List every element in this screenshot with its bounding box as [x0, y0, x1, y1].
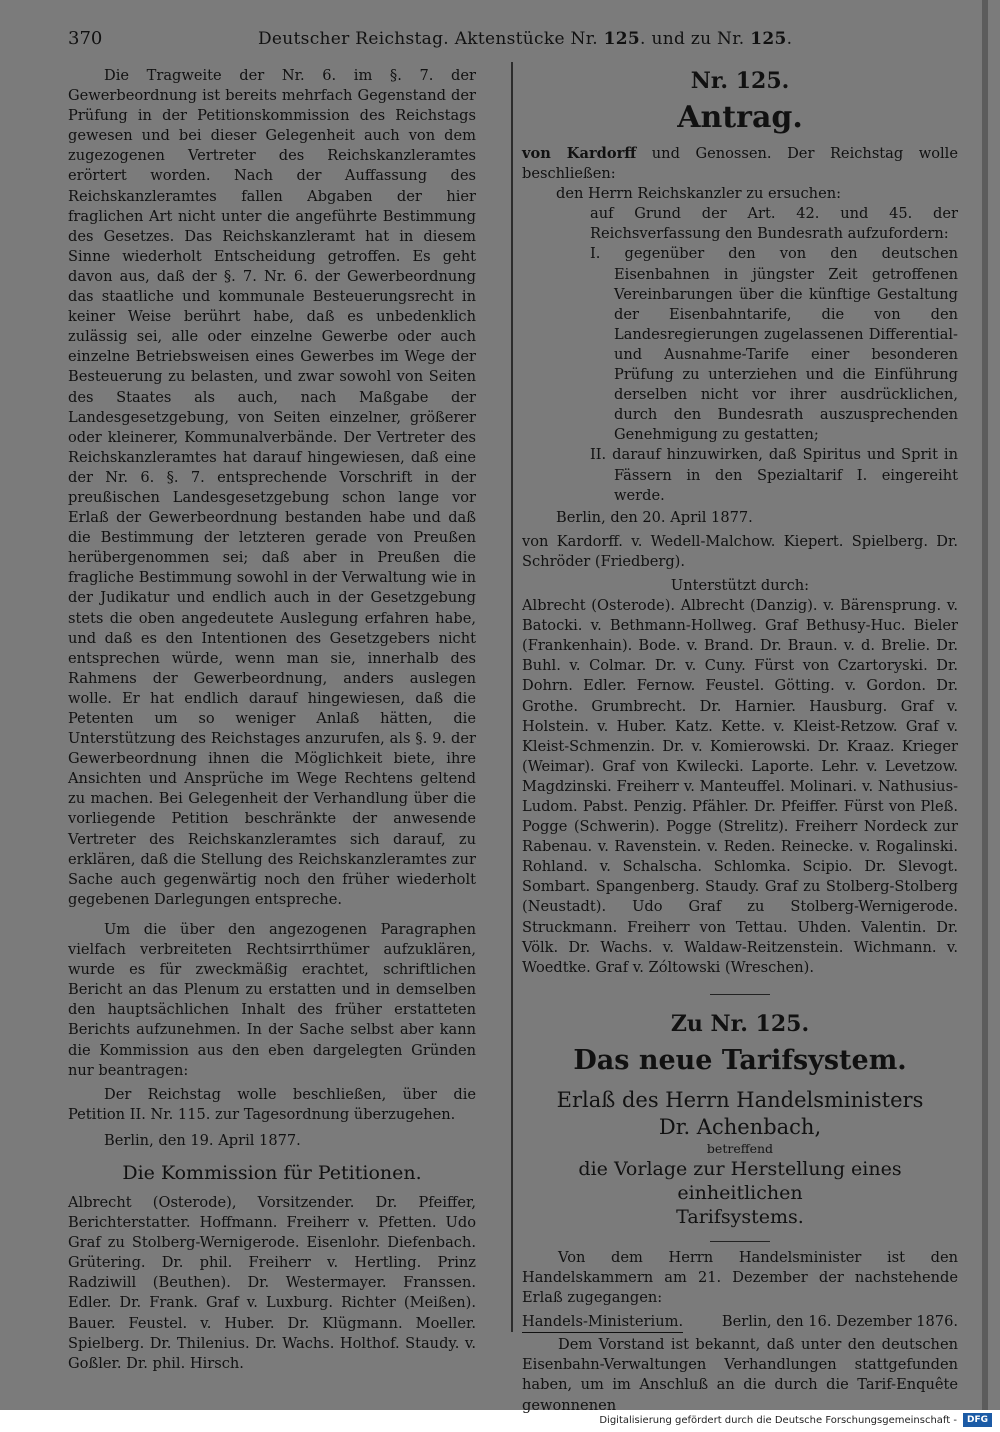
motion-intro — [522, 144, 958, 184]
motion-author: von Kardorff — [522, 145, 637, 162]
dfg-logo: DFG — [963, 1413, 992, 1427]
report-paragraph: Die Tragweite der Nr. 6. im §. 7. der Gewerbeordnung ist bereits mehrfach Gegenstand der Prüfung in der Petitionskommission des Reichstags gewesen und bei dieser Gelegenheit auch von dem zugezogenen Vertreter des Reichskanzleramtes erörtert worden. Nach der Auffassung des Reichskanzleramtes fallen Abgaben der hier fraglichen Art nicht unter die angeführte Bestimmung des Gesetzes. Das Reichskanzleramt hat in diesem Sinne wiederholt Entscheidung getroffen. Es geht davon aus, daß der §. 7. Nr. 6. der Gewerbeordnung das staatliche und kommunale Besteuerungsrecht in keiner Weise berührt habe, daß es unbedenklich zulässig sei, alle oder einzelne Gewerbe oder auch einzelne Betriebsweisen eines Gewerbes im Wege der Besteuerung zu belasten, und zwar sowohl von Seiten des Staates als auch, nach Maßgabe der Landesgesetzgebung, von Seiten einzelner, größerer oder kleinerer, Kommunalverbände. Der Vertreter des Reichskanzleramtes hat darauf hingewiesen, daß eine der Nr. 6. §. 7. entsprechende Vorschrift in der preußischen Landesgesetzgebung schon lange vor Erlaß der Gewerbeordnung bestanden habe und daß die Bestimmung der letzteren gerade von Preußen herübergenommen sei; daß aber in Preußen die fragliche Bestimmung sowohl in der Verwaltung wie in der Judikatur und endlich auch in der Gesetzgebung stets die oben angedeutete Auslegung erfahren habe, und daß es den Intentionen des Gesetzgebers nicht entsprechen würde, wenn man sie, innerhalb des Rahmens der Gewerbeordnung, anders auslegen wolle. Er hat endlich darauf hingewiesen, daß die Petenten um so weniger Anlaß hätten, die Unterstützung des Reichstages anzurufen, als §. 9. der Gewerbeordnung ihnen die Möglichkeit biete, ihre Ansichten und Ansprüche im Wege Rechtens geltend zu machen. Bei Gelegenheit der Verhandlung über die vorliegende Petition beschränkte der anwesende Vertreter des Reichskanzleramtes sich darauf, zu erklären, daß die Stellung des Reichskanzleramtes zur Sache auch gegenwärtig noch den früher wiederholt gegebenen Darlegungen entspreche. — [68, 67, 476, 908]
document-type: Antrag. — [677, 100, 803, 135]
running-title-pre: Deutscher Reichstag. Aktenstücke Nr. — [258, 29, 604, 49]
running-title-mid: . und zu Nr. — [640, 29, 751, 49]
right-column — [522, 66, 958, 1416]
running-title-num1: 125 — [603, 29, 641, 49]
motion-item-1: I. gegenüber den von den deutschen Eisenbahnen in jüngster Zeit getroffenen Vereinbarungen über die künftige Gestaltung der Eisenbahntarife, die von den Landesregierungen zugelassenen Differential- und Ausnahme-Tarife einer besonderen Prüfung zu unterziehen und die Einführung derselben nicht vor ihrer ausdrücklichen, durch den Bundesrath auszusprechenden Genehmigung zu gestatten; — [590, 245, 958, 444]
decree-intro: Von dem Herrn Handelsminister ist den Handelskammern am 21. Dezember der nachstehende Erlaß zugegangen: — [522, 1248, 958, 1307]
motion-intro-text: und Genossen. Der Reichstag wolle beschließen: — [522, 145, 958, 183]
document-number: Nr. 125. — [690, 68, 790, 94]
subject-line-1: die Vorlage zur Herstellung eines einheitlichen — [578, 1157, 902, 1204]
motion-item-2: II. darauf hinzuwirken, daß Spiritus und Sprit in Fässern in den Spezialtarif I. eingereiht werde. — [590, 446, 958, 504]
running-title — [258, 26, 792, 52]
decree-rule — [710, 1241, 770, 1242]
supported-by-label: Unterstützt durch: — [670, 576, 810, 594]
commission-members: Albrecht (Osterode), Vorsitzender. Dr. Pfeiffer, Berichterstatter. Hoffmann. Freiherr v. Pfetten. Udo Graf zu Stolberg-Wernigerode. Eisenlohr. Diefenbach. Grütering. Dr. phil. Freiherr v. Hertling. Prinz Radziwill (Beuthen). Dr. Westermayer. Franssen. Edler. Dr. Frank. Graf v. Luxburg. Richter (Meißen). Bauer. Feustel. v. Huber. Dr. Klügmann. Moeller. Spielberg. Dr. Thilenius. Dr. Wachs. Holthof. Staudy. v. Goßler. Dr. phil. Hirsch. — [68, 1193, 476, 1372]
motion-line-1: den Herrn Reichskanzler zu ersuchen: — [556, 185, 842, 203]
column-divider — [511, 62, 513, 1332]
page-header — [68, 26, 964, 52]
concerning-label: betreffend — [706, 1140, 774, 1156]
motion-line-2: auf Grund der Art. 42. und 45. der Reichsverfassung den Bundesrath aufzufordern: — [590, 205, 958, 243]
section-rule — [710, 994, 770, 995]
footer-credit: Digitalisierung gefördert durch die Deutsche Forschungsgemeinschaft - — [599, 1415, 957, 1426]
page-number: 370 — [68, 28, 103, 49]
motion-supporters: Albrecht (Osterode). Albrecht (Danzig). v. Bärensprung. v. Batocki. v. Bethmann-Hollweg. Graf Bethusy-Huc. Bieler (Frankenhain). Bode. v. Brand. Dr. Braun. v. d. Brelie. Dr. Buhl. v. Colmar. Dr. v. Cuny. Fürst von Czartoryski. Dr. Dohrn. Edler. Fernow. Feustel. Götting. v. Gordon. Dr. Grothe. Grumbrecht. Dr. Harnier. Hausburg. Graf v. Holstein. v. Huber. Katz. Kette. v. Kleist-Retzow. Graf v. Kleist-Schmenzin. Dr. v. Komierowski. Dr. Kraaz. Krieger (Weimar). Graf von Kwilecki. Laporte. Lehr. v. Levetzow. Magdzinski. Freiherr v. Manteuffel. Molinari. v. Nathusius-Ludom. Pabst. Penzig. Pfähler. Dr. Pfeiffer. Fürst von Pleß. Pogge (Schwerin). Pogge (Strelitz). Freiherr Nordeck zur Rabenau. v. Ravenstein. v. Reden. Reinecke. v. Rogalinski. Rohland. v. Schalscha. Schlomka. Scipio. Dr. Slevogt. Sombart. Spangenberg. Staudy. Graf zu Stolberg-Stolberg (Neustadt). Udo Graf zu Stolberg-Wernigerode. Struckmann. Freiherr von Tettau. Uhden. Valentin. Dr. Völk. Dr. Wachs. v. Waldaw-Reitzenstein. Wichmann. v. Woedtke. Graf v. Zóltowski (Wreschen). — [522, 597, 958, 976]
ministry-date: Berlin, den 16. Dezember 1876. — [721, 1313, 958, 1331]
ministry-name: Handels-Ministerium. — [522, 1312, 683, 1333]
decree-text: Dem Vorstand ist bekannt, daß unter den deutschen Eisenbahn-Verwaltungen Verhandlungen stattgefunden haben, um im Anschluß an die durch die Tarif-Enquête gewonnenen — [522, 1336, 958, 1414]
motion-date: Berlin, den 20. April 1877. — [556, 508, 753, 526]
running-title-num2: 125 — [750, 29, 787, 49]
left-column — [68, 66, 476, 1374]
commission-title: Die Kommission für Petitionen. — [122, 1161, 422, 1184]
subject-line-2: Tarifsystems. — [676, 1205, 804, 1228]
section2-title: Das neue Tarifsystem. — [573, 1044, 907, 1076]
motion-signers: von Kardorff. v. Wedell-Malchow. Kiepert. Spielberg. Dr. Schröder (Friedberg). — [522, 532, 958, 570]
ministry-line — [522, 1312, 958, 1333]
decree-line-2: Dr. Achenbach, — [658, 1114, 822, 1139]
digitization-footer — [560, 1410, 992, 1432]
decree-line-1: Erlaß des Herrn Handelsministers — [556, 1087, 924, 1112]
report-date: Berlin, den 19. April 1877. — [104, 1131, 301, 1149]
page-edge — [982, 0, 988, 1410]
running-title-end: . — [786, 29, 793, 49]
section2-number: Zu Nr. 125. — [670, 1010, 810, 1037]
conclusion-paragraph: Um die über den angezogenen Paragraphen vielfach verbreiteten Rechtsirrthümer aufzuklären, wurde es für zweckmäßig erachtet, schriftlichen Bericht an das Plenum zu erstatten und in demselben den hauptsächlichen Inhalt des früher erstatteten Berichts aufzunehmen. In der Sache selbst aber kann die Kommission aus den eben dargelegten Gründen nur beantragen: — [68, 920, 476, 1079]
motion-text: Der Reichstag wolle beschließen, über die Petition II. Nr. 115. zur Tagesordnung überzugehen. — [68, 1085, 476, 1123]
